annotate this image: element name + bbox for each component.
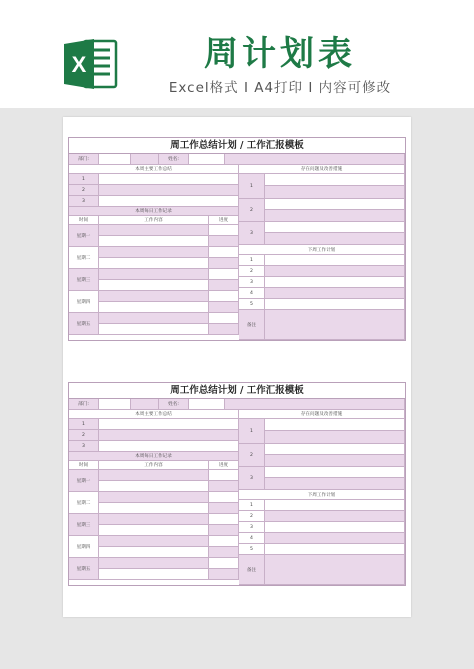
issue-row-field[interactable] (265, 174, 405, 186)
excel-logo-icon (62, 35, 120, 93)
day-label: 星期二 (69, 492, 99, 514)
day-content-field[interactable] (99, 536, 209, 547)
plan-row-number: 2 (239, 266, 265, 277)
day-label: 星期三 (69, 269, 99, 291)
day-content-field[interactable] (99, 313, 209, 324)
plan-row-field[interactable] (265, 511, 405, 522)
summary-row-number: 1 (69, 174, 99, 185)
plan-row-number: 3 (239, 277, 265, 288)
day-progress-field[interactable] (209, 514, 239, 525)
day-content-field[interactable] (99, 481, 209, 492)
day-content-field[interactable] (99, 470, 209, 481)
day-label: 星期五 (69, 558, 99, 580)
summary-row-field[interactable] (99, 185, 239, 196)
day-progress-field[interactable] (209, 324, 239, 335)
issue-row-field[interactable] (265, 210, 405, 222)
col-content: 工作内容 (99, 461, 209, 470)
plan-row-field[interactable] (265, 277, 405, 288)
col-progress: 进度 (209, 461, 239, 470)
header-fill (225, 399, 405, 410)
plan-row-field[interactable] (265, 522, 405, 533)
summary-row-field[interactable] (99, 441, 239, 452)
issue-row-number: 1 (239, 174, 265, 199)
name-spacer (131, 399, 159, 410)
plan-row-number: 2 (239, 511, 265, 522)
day-content-field[interactable] (99, 258, 209, 269)
day-label: 星期四 (69, 536, 99, 558)
day-progress-field[interactable] (209, 492, 239, 503)
daily-header: 本周每日工作记录 (69, 207, 239, 216)
day-content-field[interactable] (99, 525, 209, 536)
day-content-field[interactable] (99, 324, 209, 335)
day-progress-field[interactable] (209, 302, 239, 313)
plan-row-number: 5 (239, 544, 265, 555)
weekly-report-form-2 (68, 382, 406, 586)
issues-header: 存在问题及改善措施 (239, 165, 405, 174)
issue-row-number: 2 (239, 199, 265, 222)
summary-row-number: 2 (69, 430, 99, 441)
day-progress-field[interactable] (209, 280, 239, 291)
plan-row-field[interactable] (265, 544, 405, 555)
issue-row-field[interactable] (265, 444, 405, 455)
plan-row-field[interactable] (265, 533, 405, 544)
day-label: 星期一 (69, 470, 99, 492)
page-subtitle: Excel格式 I A4打印 I 内容可修改 (168, 80, 392, 96)
plan-row-number: 4 (239, 288, 265, 299)
summary-row-field[interactable] (99, 419, 239, 430)
summary-row-number: 1 (69, 419, 99, 430)
summary-header: 本周主要工作总结 (69, 410, 239, 419)
day-label: 星期三 (69, 514, 99, 536)
remarks-field[interactable] (265, 310, 405, 340)
issue-row-field[interactable] (265, 419, 405, 431)
issue-row-number: 3 (239, 222, 265, 245)
issue-row-field[interactable] (265, 222, 405, 233)
day-progress-field[interactable] (209, 236, 239, 247)
plan-row-number: 4 (239, 533, 265, 544)
col-time: 时间 (69, 461, 99, 470)
next-plan-header: 下周工作计划 (239, 245, 405, 255)
day-content-field[interactable] (99, 558, 209, 569)
plan-row-field[interactable] (265, 500, 405, 511)
summary-row-number: 3 (69, 441, 99, 452)
plan-row-field[interactable] (265, 299, 405, 310)
plan-row-field[interactable] (265, 255, 405, 266)
day-content-field[interactable] (99, 236, 209, 247)
issue-row-field[interactable] (265, 233, 405, 245)
plan-row-field[interactable] (265, 288, 405, 299)
issues-header: 存在问题及改善措施 (239, 410, 405, 419)
day-label: 星期四 (69, 291, 99, 313)
form-title: 周工作总结计划 / 工作汇报模板 (69, 138, 405, 154)
day-progress-field[interactable] (209, 258, 239, 269)
issue-row-field[interactable] (265, 455, 405, 467)
col-progress: 进度 (209, 216, 239, 225)
day-progress-field[interactable] (209, 536, 239, 547)
plan-row-field[interactable] (265, 266, 405, 277)
day-content-field[interactable] (99, 280, 209, 291)
issue-row-field[interactable] (265, 186, 405, 199)
day-content-field[interactable] (99, 225, 209, 236)
svg-text:X: X (71, 52, 87, 77)
dept-label: 部门: (69, 154, 99, 165)
day-progress-field[interactable] (209, 558, 239, 569)
summary-row-number: 2 (69, 185, 99, 196)
issue-row-field[interactable] (265, 431, 405, 444)
day-label: 星期一 (69, 225, 99, 247)
name-label: 姓名: (159, 154, 189, 165)
day-content-field[interactable] (99, 302, 209, 313)
issue-row-field[interactable] (265, 467, 405, 478)
col-time: 时间 (69, 216, 99, 225)
banner (0, 0, 474, 108)
name-field[interactable] (189, 154, 225, 165)
day-progress-field[interactable] (209, 247, 239, 258)
day-content-field[interactable] (99, 514, 209, 525)
day-content-field[interactable] (99, 247, 209, 258)
name-field[interactable] (189, 399, 225, 410)
day-content-field[interactable] (99, 492, 209, 503)
remarks-field[interactable] (265, 555, 405, 585)
day-label: 星期五 (69, 313, 99, 335)
dept-field[interactable] (99, 154, 131, 165)
summary-row-field[interactable] (99, 174, 239, 185)
day-progress-field[interactable] (209, 481, 239, 492)
day-progress-field[interactable] (209, 569, 239, 580)
summary-header: 本周主要工作总结 (69, 165, 239, 174)
day-content-field[interactable] (99, 291, 209, 302)
issue-row-number: 3 (239, 467, 265, 490)
plan-row-number: 3 (239, 522, 265, 533)
day-progress-field[interactable] (209, 313, 239, 324)
page-title: 周计划表 (204, 34, 356, 74)
summary-row-field[interactable] (99, 430, 239, 441)
day-content-field[interactable] (99, 503, 209, 514)
form-title: 周工作总结计划 / 工作汇报模板 (69, 383, 405, 399)
dept-field[interactable] (99, 399, 131, 410)
day-content-field[interactable] (99, 569, 209, 580)
day-label: 星期二 (69, 247, 99, 269)
name-spacer (131, 154, 159, 165)
daily-header: 本周每日工作记录 (69, 452, 239, 461)
issue-row-field[interactable] (265, 478, 405, 490)
dept-label: 部门: (69, 399, 99, 410)
issue-row-number: 2 (239, 444, 265, 467)
summary-row-number: 3 (69, 196, 99, 207)
next-plan-header: 下周工作计划 (239, 490, 405, 500)
day-progress-field[interactable] (209, 547, 239, 558)
day-progress-field[interactable] (209, 225, 239, 236)
col-content: 工作内容 (99, 216, 209, 225)
plan-row-number: 1 (239, 500, 265, 511)
summary-row-field[interactable] (99, 196, 239, 207)
day-content-field[interactable] (99, 269, 209, 280)
header-fill (225, 154, 405, 165)
day-progress-field[interactable] (209, 269, 239, 280)
day-progress-field[interactable] (209, 470, 239, 481)
name-label: 姓名: (159, 399, 189, 410)
day-progress-field[interactable] (209, 525, 239, 536)
day-content-field[interactable] (99, 547, 209, 558)
issue-row-number: 1 (239, 419, 265, 444)
plan-row-number: 5 (239, 299, 265, 310)
remarks-label: 备注 (239, 555, 265, 585)
day-progress-field[interactable] (209, 503, 239, 514)
issue-row-field[interactable] (265, 199, 405, 210)
weekly-report-form-1 (68, 137, 406, 341)
day-progress-field[interactable] (209, 291, 239, 302)
remarks-label: 备注 (239, 310, 265, 340)
plan-row-number: 1 (239, 255, 265, 266)
